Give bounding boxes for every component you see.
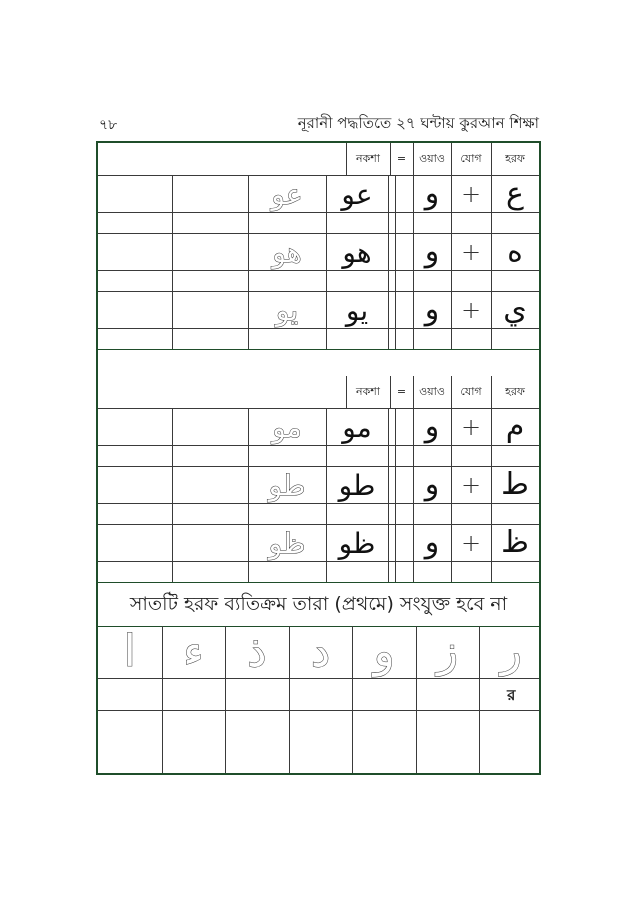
nokhsha-header: নকশা (356, 385, 380, 398)
row-line (98, 524, 539, 525)
rule-text: সাতটি হরফ ব্যতিক্রম তারা (প্রথমে) সংযুক্ত হবে না (129, 593, 508, 615)
traced-glyph: مو (272, 411, 302, 444)
row-line (98, 445, 539, 446)
exception-letter: ز (437, 626, 459, 677)
waw-glyph: و (424, 467, 440, 502)
letter-glyph: م (505, 409, 525, 444)
column-line (395, 175, 396, 233)
row-line (98, 561, 539, 562)
equals-header: = (396, 385, 407, 398)
combined-glyph: هو (342, 236, 372, 269)
row-line (98, 270, 539, 271)
exception-letter: ا (123, 626, 136, 677)
combined-glyph: طو (338, 469, 376, 502)
traced-glyph: طو (268, 469, 306, 502)
letter-glyph: ي (503, 292, 527, 327)
traced-glyph: عو (271, 178, 303, 211)
waw-glyph: و (424, 234, 440, 269)
nokhsha-header: নকশা (356, 152, 380, 165)
waw-header: ওয়াও (419, 385, 445, 398)
letter-glyph: ه (507, 234, 523, 269)
row-line (98, 349, 539, 350)
combined-glyph: عو (341, 178, 373, 211)
plus-sign: + (460, 529, 482, 557)
column-line (172, 291, 173, 349)
page-number: ৭৮ (99, 117, 118, 133)
row-line (98, 503, 539, 504)
column-line (172, 466, 173, 524)
worksheet-table (96, 141, 541, 775)
column-line (172, 408, 173, 466)
letter-glyph: ط (501, 467, 529, 502)
plus-sign: + (460, 471, 482, 499)
exception-letter: و (373, 626, 395, 677)
column-line (388, 233, 389, 291)
equals-header: = (396, 152, 407, 165)
row-line (98, 408, 539, 409)
letter-header: হরফ (505, 385, 525, 398)
row-line (98, 291, 539, 292)
exception-letter: د (310, 626, 331, 677)
letter-glyph: ع (506, 176, 524, 211)
column-line (388, 408, 389, 466)
row-line (98, 328, 539, 329)
traced-glyph: ظو (268, 527, 306, 560)
column-line (388, 291, 389, 349)
column-line (388, 524, 389, 582)
row-line (98, 582, 539, 583)
row-line (98, 212, 539, 213)
waw-header: ওয়াও (419, 152, 445, 165)
waw-glyph: و (424, 409, 440, 444)
join-header: যোগ (460, 385, 482, 398)
column-line (395, 524, 396, 582)
column-line (395, 291, 396, 349)
traced-glyph: هو (272, 236, 302, 269)
exception-letter: ء (182, 626, 204, 677)
exception-note: র (507, 686, 516, 704)
plus-sign: + (460, 238, 482, 266)
column-line (172, 233, 173, 291)
column-line (395, 466, 396, 524)
row-line (98, 233, 539, 234)
traced-glyph: يو (275, 294, 299, 327)
join-header: যোগ (460, 152, 482, 165)
row-line (98, 175, 539, 176)
column-line (172, 524, 173, 582)
combined-glyph: يو (345, 294, 369, 327)
waw-glyph: و (424, 525, 440, 560)
exception-letter: ر (500, 626, 522, 677)
waw-glyph: و (424, 292, 440, 327)
book-title: নূরানী পদ্ধতিতে ২৭ ঘন্টায় কুরআন শিক্ষা (297, 114, 539, 132)
column-line (395, 233, 396, 291)
plus-sign: + (460, 413, 482, 441)
column-line (388, 175, 389, 233)
letter-glyph: ظ (501, 525, 529, 560)
plus-sign: + (460, 296, 482, 324)
column-line (172, 175, 173, 233)
plus-sign: + (460, 180, 482, 208)
combined-glyph: ظو (338, 527, 376, 560)
column-line (395, 408, 396, 466)
column-line (388, 466, 389, 524)
letter-header: হরফ (505, 152, 525, 165)
row-line (98, 710, 539, 711)
page-header (97, 113, 541, 135)
exception-letter: ذ (247, 626, 267, 677)
combined-glyph: مو (342, 411, 372, 444)
row-line (98, 678, 539, 679)
waw-glyph: و (424, 176, 440, 211)
row-line (98, 466, 539, 467)
